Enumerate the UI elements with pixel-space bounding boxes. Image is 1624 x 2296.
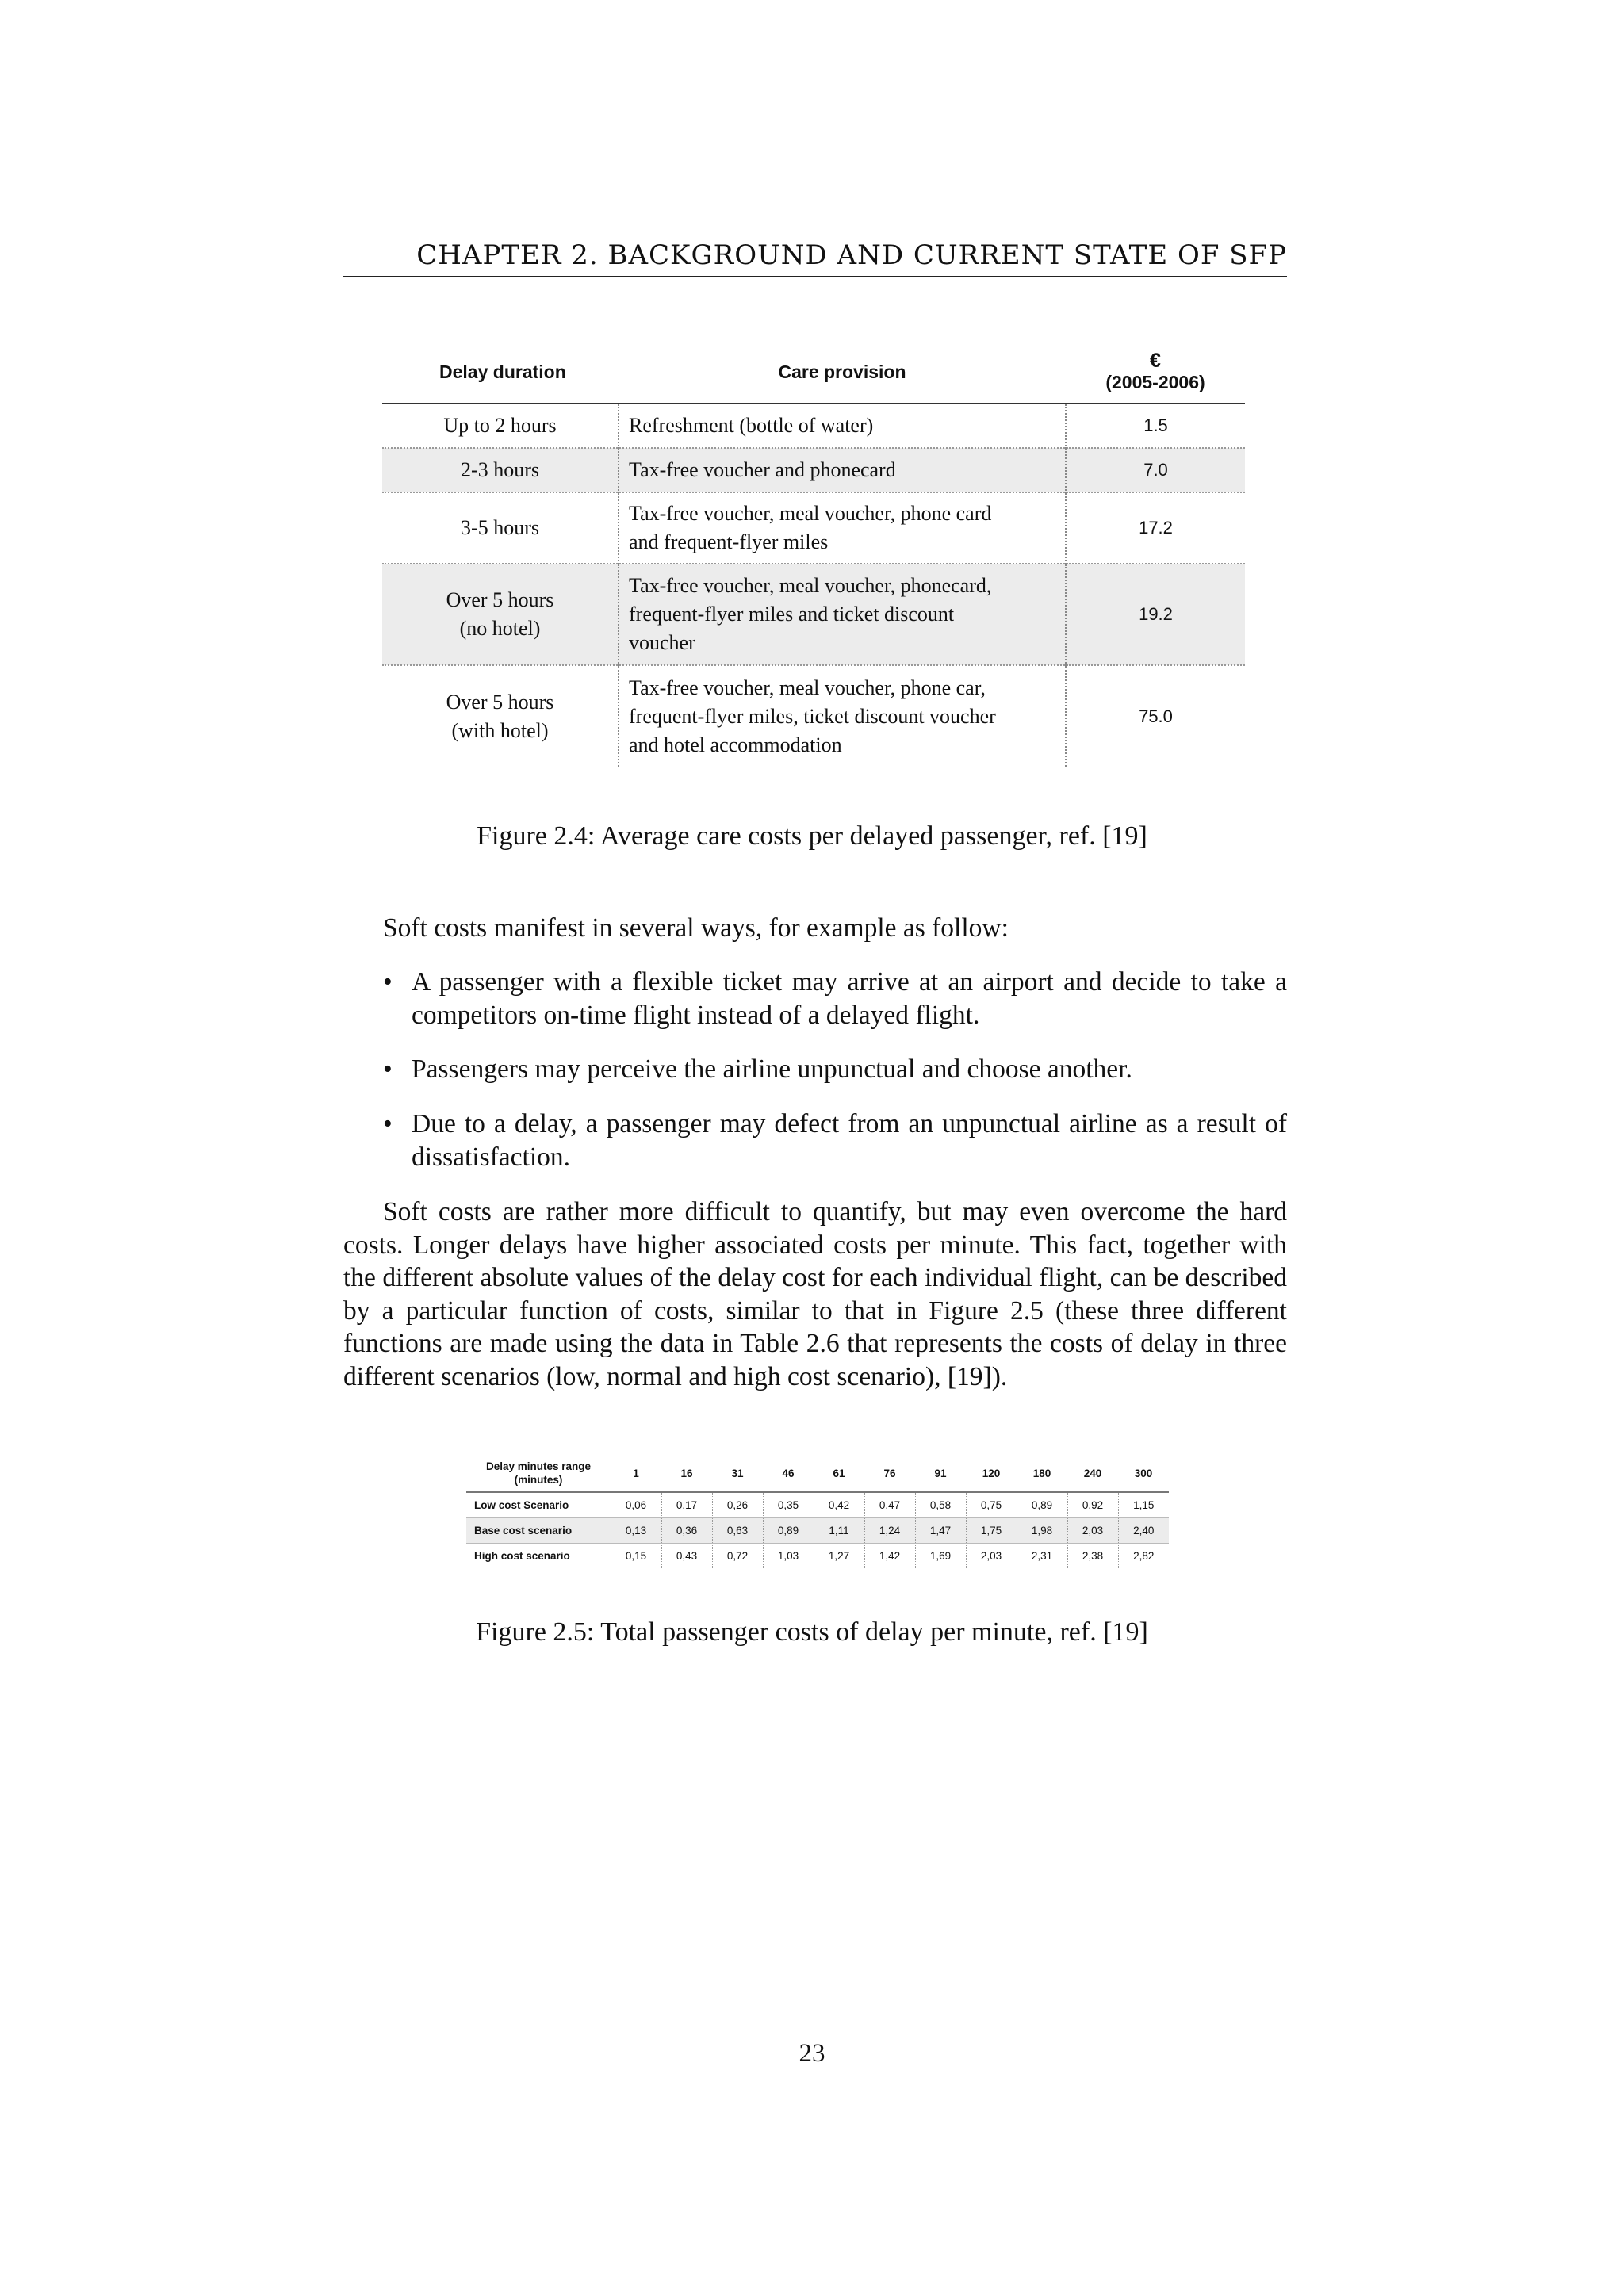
care-table-row: [382, 404, 1245, 448]
delay-cost-table: [466, 1455, 1169, 1568]
care-table-row: [382, 665, 1245, 767]
minutes-column-header: 91: [915, 1455, 966, 1492]
cell-line: Over 5 hours: [446, 690, 554, 714]
scenario-label: Low cost Scenario: [466, 1492, 611, 1518]
cell-line: Tax-free voucher, meal voucher, phone car,: [629, 675, 986, 699]
delay-duration-cell: [382, 665, 619, 767]
cell-line: Over 5 hours: [446, 588, 554, 611]
cell-line: 2-3 hours: [461, 458, 539, 481]
cost-value-cell: 0,72: [712, 1544, 763, 1569]
cell-line: and hotel accommodation: [629, 733, 842, 756]
minutes-column-header: 300: [1118, 1455, 1169, 1492]
bullet-marker: •: [383, 1109, 393, 1138]
cost-value-cell: 2,31: [1017, 1544, 1067, 1569]
corner-header: [466, 1455, 611, 1492]
minutes-column-header: 1: [611, 1455, 661, 1492]
bullet-marker: •: [383, 1054, 393, 1084]
cost-value-cell: 2,40: [1118, 1518, 1169, 1544]
cell-line: frequent-flyer miles, ticket discount voucher: [629, 704, 996, 728]
cost-value-cell: 0,26: [712, 1492, 763, 1518]
delay-duration-cell: [382, 448, 619, 492]
cell-line: frequent-flyer miles and ticket discount: [629, 603, 955, 626]
bullet-text: Passengers may perceive the airline unpunctual and choose another.: [412, 1054, 1132, 1084]
delay-duration-cell: [382, 564, 619, 665]
cost-value-cell: 2,82: [1118, 1544, 1169, 1569]
col-header-cost: [1066, 341, 1245, 404]
intro-paragraph: Soft costs manifest in several ways, for example as follow:: [383, 913, 1009, 943]
cost-value-cell: 2,03: [966, 1544, 1017, 1569]
care-provision-cell: [619, 448, 1066, 492]
scenario-row: [466, 1518, 1169, 1544]
figure-2-4-caption: Figure 2.4: Average care costs per delayed passenger, ref. [19]: [477, 821, 1147, 851]
scenario-row: [466, 1492, 1169, 1518]
cell-line: Tax-free voucher, meal voucher, phonecard,: [629, 574, 992, 597]
cost-value-cell: 0,89: [1017, 1492, 1067, 1518]
euro-symbol: €: [1150, 350, 1161, 372]
soft-costs-paragraph: Soft costs are rather more difficult to quantify, but may even overcome the hard costs. Longer delays have higher associated costs per minute. This fact, together with the different absolute values of the delay cost for each individual flight, can be described by a particular function of costs, similar to that in Figure 2.5 (these three different functions are made using the data in Table 2.6 that represents the costs of delay in three different scenarios (low, normal and high cost scenario), [19]).: [343, 1197, 1287, 1391]
minutes-column-header: 76: [864, 1455, 915, 1492]
scenario-row: [466, 1544, 1169, 1569]
cost-value-cell: 2,38: [1067, 1544, 1118, 1569]
cost-value-cell: 1,42: [864, 1544, 915, 1569]
col-header-care-provision: Care provision: [619, 341, 1066, 404]
minutes-column-header: 16: [661, 1455, 712, 1492]
cell-line: Refreshment (bottle of water): [629, 414, 874, 437]
page-number: 23: [799, 2039, 825, 2068]
cost-value-cell: 0,35: [763, 1492, 814, 1518]
cost-value-cell: 1,75: [966, 1518, 1017, 1544]
scenario-label: High cost scenario: [466, 1544, 611, 1569]
minutes-column-header: 180: [1017, 1455, 1067, 1492]
cost-value-cell: 1,11: [814, 1518, 864, 1544]
cost-cell: 19.2: [1066, 564, 1245, 665]
minutes-column-header: 31: [712, 1455, 763, 1492]
cell-line: 3-5 hours: [461, 516, 539, 539]
cost-value-cell: 1,27: [814, 1544, 864, 1569]
minutes-column-header: 120: [966, 1455, 1017, 1492]
cost-value-cell: 1,15: [1118, 1492, 1169, 1518]
cost-period: (2005-2006): [1105, 372, 1205, 392]
cell-line: Up to 2 hours: [443, 414, 557, 437]
delay-duration-cell: [382, 492, 619, 564]
minutes-column-header: 46: [763, 1455, 814, 1492]
cost-value-cell: 1,98: [1017, 1518, 1067, 1544]
cost-value-cell: 1,47: [915, 1518, 966, 1544]
minutes-column-header: 240: [1067, 1455, 1118, 1492]
cell-line: voucher: [629, 631, 695, 654]
cost-value-cell: 2,03: [1067, 1518, 1118, 1544]
delay-duration-cell: [382, 404, 619, 448]
care-provision-cell: [619, 404, 1066, 448]
cost-value-cell: 0,17: [661, 1492, 712, 1518]
cell-line: (no hotel): [459, 617, 541, 640]
cell-line: Tax-free voucher, meal voucher, phone card: [629, 502, 992, 525]
care-table-row: [382, 492, 1245, 564]
care-table-row: [382, 564, 1245, 665]
cell-line: (with hotel): [451, 718, 549, 742]
cost-cell: 7.0: [1066, 448, 1245, 492]
cost-value-cell: 0,43: [661, 1544, 712, 1569]
bullet-list-item: [343, 966, 1287, 1032]
delay-cost-table-body: [466, 1492, 1169, 1568]
cost-value-cell: 0,13: [611, 1518, 661, 1544]
care-costs-table: [382, 341, 1245, 767]
cost-value-cell: 0,92: [1067, 1492, 1118, 1518]
cost-value-cell: 1,03: [763, 1544, 814, 1569]
care-provision-cell: [619, 492, 1066, 564]
running-header: [343, 239, 1287, 277]
care-provision-cell: [619, 564, 1066, 665]
col-header-delay-duration: Delay duration: [382, 341, 619, 404]
running-header-title: CHAPTER 2. BACKGROUND AND CURRENT STATE OF SFP: [416, 239, 1287, 271]
cost-cell: 17.2: [1139, 518, 1173, 538]
cost-value-cell: 0,89: [763, 1518, 814, 1544]
figure-2-5-caption: Figure 2.5: Total passenger costs of delay per minute, ref. [19]: [476, 1617, 1148, 1647]
cell-line: and frequent-flyer miles: [629, 530, 829, 553]
cost-value-cell: 0,36: [661, 1518, 712, 1544]
corner-header-line: Delay minutes range: [485, 1460, 592, 1472]
bullet-text: Due to a delay, a passenger may defect from an unpunctual airline as a result of dissatisfaction.: [412, 1109, 1287, 1172]
cost-value-cell: 0,47: [864, 1492, 915, 1518]
bullet-list-item: [343, 1053, 1287, 1086]
cost-cell: 1.5: [1143, 415, 1168, 435]
cost-value-cell: 0,75: [966, 1492, 1017, 1518]
cost-value-cell: 0,42: [814, 1492, 864, 1518]
cost-cell: 75.0: [1139, 706, 1173, 726]
minutes-column-header: 61: [814, 1455, 864, 1492]
bullet-list-item: [343, 1108, 1287, 1174]
bullet-text: A passenger with a flexible ticket may arrive at an airport and decide to take a competitors on-time flight instead of a delayed flight.: [412, 967, 1287, 1030]
cost-value-cell: 0,63: [712, 1518, 763, 1544]
care-provision-cell: [619, 665, 1066, 767]
corner-header-line: (minutes): [514, 1474, 563, 1486]
cost-value-cell: 0,15: [611, 1544, 661, 1569]
bullet-marker: •: [383, 967, 393, 997]
scenario-label: Base cost scenario: [466, 1518, 611, 1544]
cost-value-cell: 0,58: [915, 1492, 966, 1518]
care-table-body: [382, 404, 1245, 767]
cost-value-cell: 1,69: [915, 1544, 966, 1569]
cell-line: Tax-free voucher and phonecard: [629, 458, 896, 481]
cost-value-cell: 1,24: [864, 1518, 915, 1544]
care-table-row: [382, 448, 1245, 492]
cost-value-cell: 0,06: [611, 1492, 661, 1518]
